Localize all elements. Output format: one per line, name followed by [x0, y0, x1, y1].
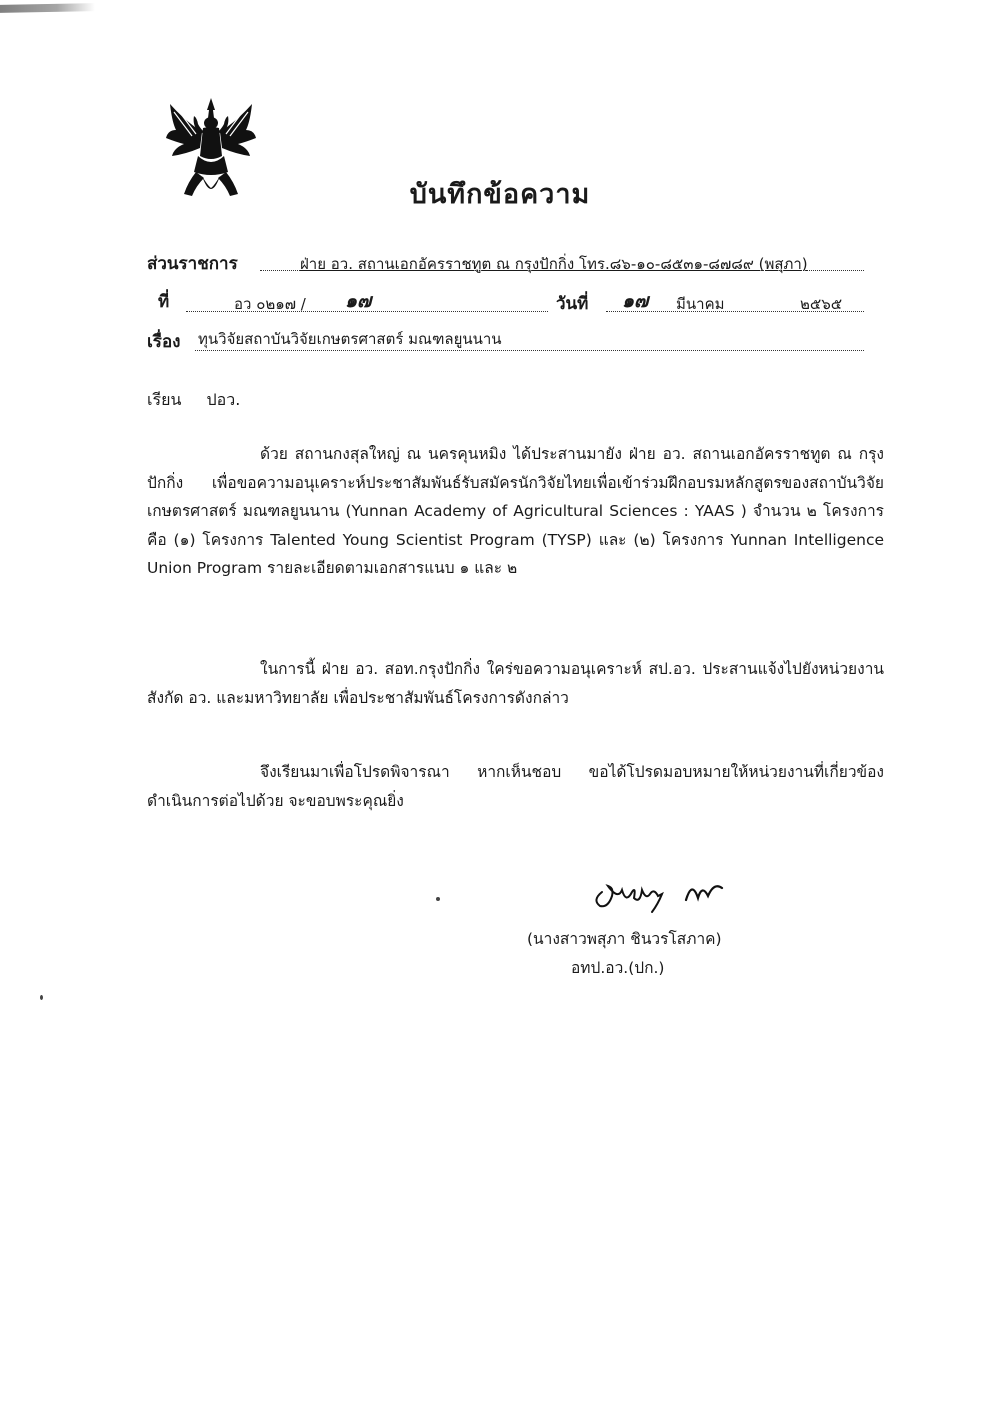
signer-position: อทป.อว.(ปก.) [571, 959, 665, 977]
reference-label: ที่ [158, 292, 170, 312]
salutation-recipient: ปอว. [206, 390, 241, 409]
date-day: ๑๗ [622, 290, 649, 312]
reference-prefix: อว ๐๒๑๗ / [234, 295, 306, 313]
body-paragraph-3: จึงเรียนมาเพื่อโปรดพิจารณา หากเห็นชอบ ขอได้โปรดมอบหมายให้หน่วยงานที่เกี่ยวข้องดำเนินการต่อไปด้วย จะขอบพระคุณยิ่ง [147, 763, 884, 810]
department-value: ฝ่าย อว. สถานเอกอัครราชทูต ณ กรุงปักกิ่ง โทร.๘๖-๑๐-๘๕๓๑-๘๗๘๙ (พสุภา) [300, 255, 808, 273]
signature-mark [588, 870, 728, 914]
document-title: บันทึกข้อความ [409, 179, 591, 210]
reference-number: ๑๗ [345, 290, 372, 312]
body-paragraph-2: ในการนี้ ฝ่าย อว. สอท.กรุงปักกิ่ง ใคร่ขอความอนุเคราะห์ สป.อว. ประสานแจ้งไปยังหน่วยงานสังกัด อว. และมหาวิทยาลัย เพื่อประชาสัมพันธ์โครงการดังกล่าว [147, 660, 884, 707]
salutation-label: เรียน [147, 390, 182, 409]
date-year: ๒๕๖๕ [800, 295, 843, 313]
department-label: ส่วนราชการ [147, 254, 238, 274]
salutation [147, 388, 260, 413]
scan-speck [40, 995, 43, 1000]
scan-speck [436, 897, 440, 901]
date-month: มีนาคม [676, 295, 725, 313]
date-label: วันที่ [556, 294, 589, 314]
scan-edge-mark [0, 3, 95, 13]
signer-name: (นางสาวพสุภา ชินวรโสภาค) [527, 930, 722, 948]
subject-value: ทุนวิจัยสถาบันวิจัยเกษตรศาสตร์ มณฑลยูนนาน [198, 330, 502, 348]
subject-label: เรื่อง [147, 332, 181, 352]
body-paragraph-1: ด้วย สถานกงสุลใหญ่ ณ นครคุนหมิง ได้ประสานมายัง ฝ่าย อว. สถานเอกอัครราชทูต ณ กรุงปักกิ่ง เพื่อขอความอนุเคราะห์ประชาสัมพันธ์รับสมัครนักวิจัยไทยเพื่อเข้าร่วมฝึกอบรมหลักสูตรของสถาบันวิจัยเกษตรศาสตร์ มณฑลยูนนาน (Yunnan Academy of Agricultural Sciences : YAAS ) จำนวน ๒ โครงการ คือ (๑) โครงการ Talented Young Scientist Program (TYSP) และ (๒) โครงการ Yunnan Intelligence Union Program รายละเอียดตามเอกสารแนบ ๑ และ ๒ [147, 445, 884, 577]
